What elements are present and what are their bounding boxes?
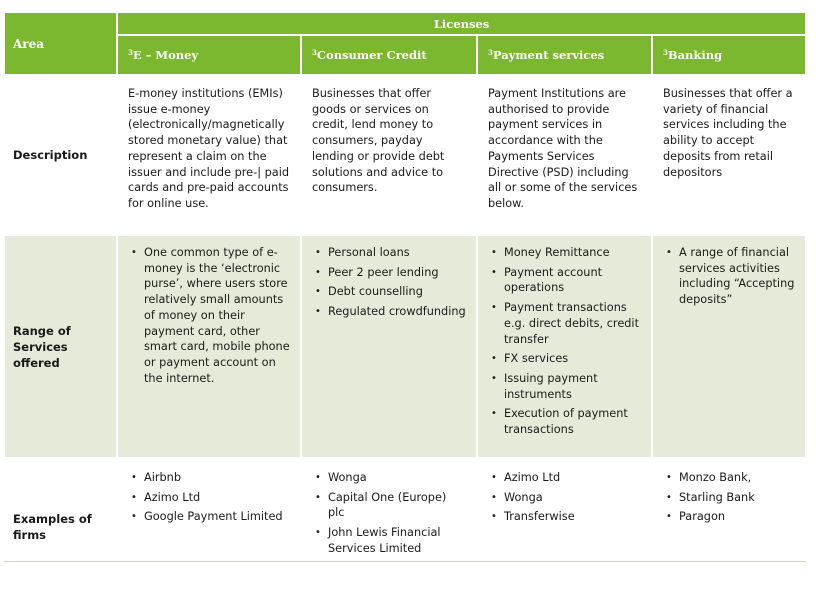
list-item: • Peer 2 peer lending: [328, 265, 466, 281]
services-list: [488, 245, 641, 438]
list-item: • Starling Bank: [679, 490, 795, 506]
header-area: Area: [4, 12, 117, 75]
services-cell-payment-services: [477, 235, 652, 458]
table-bottom-divider: [4, 561, 806, 562]
list-item: • Regulated crowdfunding: [328, 304, 466, 320]
services-cell-emoney: [117, 235, 301, 458]
list-item: • Payment transactions e.g. direct debits, credit transfer: [504, 300, 641, 347]
description-cell-banking: Businesses that offer a variety of financial services including the ability to accept deposits from retail depositors: [652, 75, 806, 235]
list-item: • Capital One (Europe) plc: [328, 490, 466, 521]
examples-cell-banking: [652, 458, 806, 595]
examples-cell-payment-services: [477, 458, 652, 595]
services-list: [663, 245, 795, 308]
list-item: • Azimo Ltd: [504, 470, 641, 486]
row-label-description: Description: [4, 75, 117, 235]
services-list: [128, 245, 290, 386]
list-item: • Personal loans: [328, 245, 466, 261]
table-row-services: [4, 235, 806, 458]
header-label: Payment services: [492, 48, 605, 62]
list-item: • Money Remittance: [504, 245, 641, 261]
header-emoney: [117, 35, 301, 75]
description-cell-payment-services: Payment Institutions are authorised to provide payment services in accordance with the Payments Services Directive (PSD) including all or some of the services below.: [477, 75, 652, 235]
list-item: • Issuing payment instruments: [504, 371, 641, 402]
description-cell-consumer-credit: Businesses that offer goods or services on credit, lend money to consumers, payday lending or provide debt solutions and advice to consumers.: [301, 75, 477, 235]
list-item: • Airbnb: [144, 470, 290, 486]
footnote-mark: 3: [488, 48, 493, 57]
list-item: • Google Payment Limited: [144, 509, 290, 525]
services-cell-banking: [652, 235, 806, 458]
examples-list: [488, 470, 641, 525]
row-label-examples: Examples of firms: [4, 458, 117, 595]
header-label: Banking: [667, 48, 723, 62]
header-payment-services: [477, 35, 652, 75]
list-item: • Paragon: [679, 509, 795, 525]
list-item: • Wonga: [504, 490, 641, 506]
list-item: • Execution of payment transactions: [504, 406, 641, 437]
examples-list: [128, 470, 290, 525]
list-item: • Debt counselling: [328, 284, 466, 300]
services-list: [312, 245, 466, 320]
list-item: • A range of financial services activities including “Accepting deposits”: [679, 245, 795, 308]
header-label: Consumer Credit: [316, 48, 427, 62]
list-item: • FX services: [504, 351, 641, 367]
header-licenses: Licenses: [117, 12, 806, 35]
list-item: • One common type of e-money is the ‘electronic purse’, where users store relatively small amounts of money on their payment card, other smart card, mobile phone or payment account on the internet.: [144, 245, 290, 386]
list-item: • Transferwise: [504, 509, 641, 525]
description-cell-emoney: E-money institutions (EMIs) issue e-money (electronically/magnetically stored monetary value) that represent a claim on the issuer and include pre-| paid cards and pre-paid accounts for online use.: [117, 75, 301, 235]
list-item: • Monzo Bank,: [679, 470, 795, 486]
header-consumer-credit: [301, 35, 477, 75]
examples-list: [663, 470, 795, 525]
list-item: • Payment account operations: [504, 265, 641, 296]
examples-cell-emoney: [117, 458, 301, 595]
list-item: • Wonga: [328, 470, 466, 486]
footnote-mark: 3: [312, 48, 317, 57]
licenses-table: [4, 12, 806, 595]
footnote-mark: 3: [128, 48, 133, 57]
services-cell-consumer-credit: [301, 235, 477, 458]
table-row-description: [4, 75, 806, 235]
footnote-mark: 3: [663, 48, 668, 57]
header-label: E – Money: [132, 48, 199, 62]
examples-cell-consumer-credit: [301, 458, 477, 595]
list-item: • Azimo Ltd: [144, 490, 290, 506]
list-item: • John Lewis Financial Services Limited: [328, 525, 466, 556]
header-banking: [652, 35, 806, 75]
examples-list: [312, 470, 466, 557]
row-label-services: Range of Services offered: [4, 235, 117, 458]
table-row-examples: [4, 458, 806, 595]
